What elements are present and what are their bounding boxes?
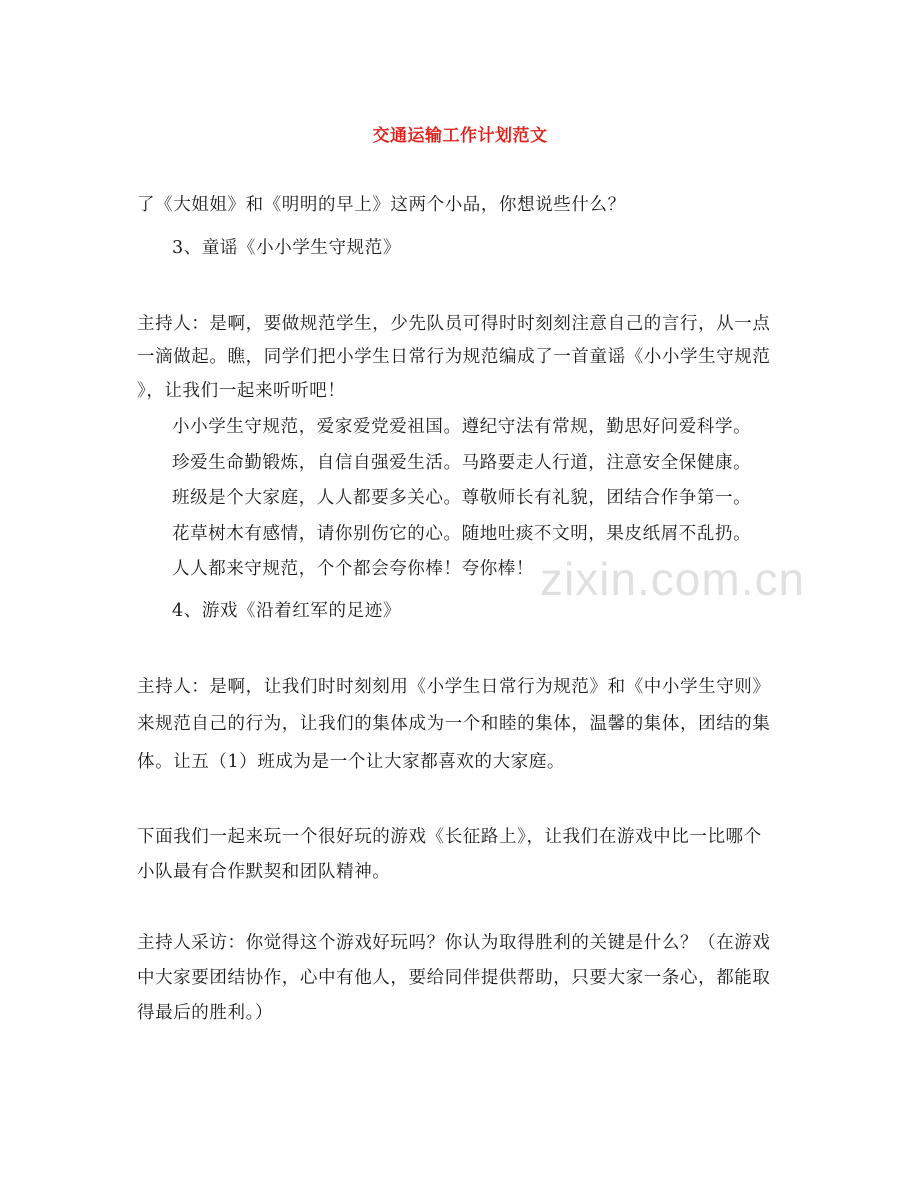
paragraph-line: 了《大姐姐》和《明明的早上》这两个小品，你想说些什么？ xyxy=(137,195,626,215)
verse-line: 人人都来守规范，个个都会夸你棒！夸你棒！ xyxy=(172,559,534,579)
verse-line: 班级是个大家庭，人人都要多关心。尊敬师长有礼貌，团结合作争第一。 xyxy=(172,488,752,508)
paragraph-line: 主持人：是啊，让我们时时刻刻用《小学生日常行为规范》和《中小学生守则》 xyxy=(137,677,771,697)
paragraph-line: 主持人采访：你觉得这个游戏好玩吗？你认为取得胜利的关键是什么？（在游戏 xyxy=(137,933,771,953)
paragraph-line: 下面我们一起来玩一个很好玩的游戏《长征路上》，让我们在游戏中比一比哪个 xyxy=(137,827,762,847)
paragraph-line: 中大家要团结协作，心中有他人，要给同伴提供帮助，只要大家一条心，都能取 xyxy=(137,968,771,988)
paragraph-line: 主持人：是啊，要做规范学生，少先队员可得时时刻刻注意自己的言行，从一点 xyxy=(137,314,771,334)
paragraph-line: 一滴做起。瞧，同学们把小学生日常行为规范编成了一首童谣《小小学生守规范 xyxy=(137,347,771,367)
paragraph-line: 小队最有合作默契和团队精神。 xyxy=(137,862,391,882)
verse-line: 花草树木有感情，请你别伤它的心。随地吐痰不文明，果皮纸屑不乱扔。 xyxy=(172,524,752,544)
paragraph-line: 得最后的胜利。） xyxy=(137,1003,274,1023)
section-heading: 4、游戏《沿着红军的足迹》 xyxy=(172,601,401,621)
verse-line: 珍爱生命勤锻炼，自信自强爱生活。马路要走人行道，注意安全保健康。 xyxy=(172,453,752,473)
paragraph-line: 体。让五（1）班成为是一个让大家都喜欢的大家庭。 xyxy=(137,752,566,772)
paragraph-line: 》，让我们一起来听听吧！ xyxy=(137,381,346,401)
watermark: zixin.com.cn xyxy=(540,553,806,605)
paragraph-line: 来规范自己的行为，让我们的集体成为一个和睦的集体，温馨的集体，团结的集 xyxy=(137,714,771,734)
document-title: 交通运输工作计划范文 xyxy=(372,126,548,146)
verse-line: 小小学生守规范，爱家爱党爱祖国。遵纪守法有常规，勤思好问爱科学。 xyxy=(172,417,752,437)
section-heading: 3、童谣《小小学生守规范》 xyxy=(172,238,401,258)
